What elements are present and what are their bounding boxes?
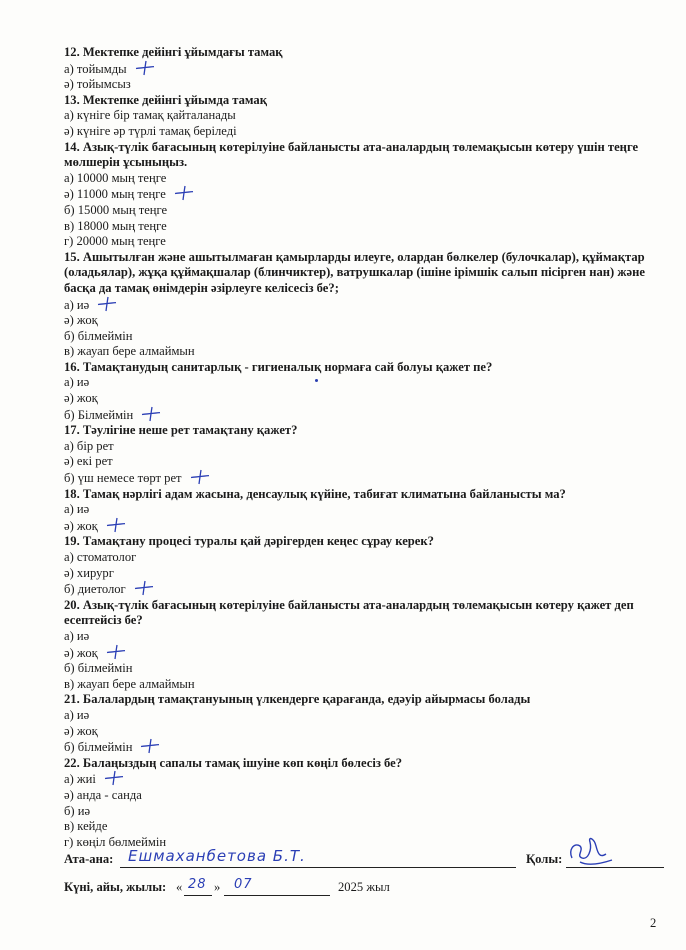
handwritten-plus-mark-icon: [134, 581, 154, 595]
answer-option-text: ә) анда - санда: [64, 787, 142, 802]
answer-option: [64, 739, 668, 756]
handwritten-plus-mark-icon: [97, 297, 117, 311]
answer-option-text: ә) тойымсыз: [64, 77, 131, 92]
question-text: 17. Тәулігіне неше рет тамақтану қажет?: [64, 423, 298, 438]
handwritten-plus-mark-icon: [141, 407, 161, 421]
answer-option-text: ә) жоқ: [64, 313, 98, 328]
answer-option-text: ә) күнігe әр түрлі тамақ беріледі: [64, 123, 237, 138]
handwritten-plus-mark-icon: [190, 470, 210, 484]
parent-name-handwriting: Ешмаханбетова Б.Т.: [128, 847, 306, 865]
answer-option-text: ә) екі рет: [64, 454, 113, 469]
answer-option: [64, 329, 668, 345]
answer-option: [64, 439, 668, 455]
answer-option: [64, 313, 668, 329]
answer-option-text: а) 10000 мың теңге: [64, 170, 167, 185]
answer-option-text: б) үш немесе төрт рет: [64, 471, 182, 486]
answer-option: [64, 724, 668, 740]
answer-option: [64, 788, 668, 804]
answer-option-text: б) 15000 мың теңге: [64, 202, 168, 217]
answer-option-text: а) иә: [64, 297, 90, 312]
question-text: 22. Балаңыздың сапалы тамақ ішуіне көп көңіл бөлесіз бе?: [64, 755, 403, 770]
question-list: [64, 45, 668, 850]
answer-option-text: а) иә: [64, 375, 90, 390]
answer-option-text: б) диетолог: [64, 582, 126, 597]
answer-option: [64, 708, 668, 724]
answer-option: [64, 771, 668, 788]
answer-option: [64, 819, 668, 835]
answer-option: [64, 297, 668, 314]
answer-option-text: в) кейде: [64, 819, 108, 834]
answer-option-text: ә) жоқ: [64, 645, 98, 660]
answer-option-text: ә) жоқ: [64, 723, 98, 738]
signature-label: Қолы:: [526, 852, 563, 866]
answer-option-text: ә) жоқ: [64, 518, 98, 533]
answer-option: [64, 518, 668, 535]
day-handwriting: 28: [188, 877, 207, 892]
parent-name-underline: [120, 867, 516, 868]
answer-option: [64, 550, 668, 566]
answer-option-text: а) иә: [64, 707, 90, 722]
answer-option: [64, 677, 668, 693]
answer-option-text: ә) 11000 мың теңге: [64, 187, 166, 202]
date-close-quote: »: [214, 880, 221, 894]
month-underline: [224, 895, 330, 896]
question-text: 21. Балалардың тамақтануының үлкендерге қарағанда, едәуір айырмасы болады: [64, 692, 531, 707]
question-text: 19. Тамақтану процесі туралы қай дәрігерден кеңес сұрау керек?: [64, 534, 434, 549]
answer-option-text: б) білмеймін: [64, 661, 133, 676]
answer-option-text: г) көңіл бөлмеймін: [64, 834, 167, 849]
question-text: 14. Азық-түлік бағасының көтерілуіне байланысты ата-аналардың төлемақысын көтеру үшін теңге мөлшерін ұсыныңыз.: [64, 139, 639, 170]
answer-option: [64, 804, 668, 820]
answer-option-text: в) жауап бере алмаймын: [64, 344, 195, 359]
question-text: 13. Мектепке дейінгі ұйымда тамақ: [64, 92, 267, 107]
answer-option: [64, 219, 668, 235]
answer-option: [64, 77, 668, 93]
date-line: [64, 877, 674, 895]
answer-option-text: а) тойымды: [64, 61, 127, 76]
answer-option: [64, 407, 668, 424]
handwritten-plus-mark-icon: [174, 186, 194, 200]
handwritten-plus-mark-icon: [135, 61, 155, 75]
date-open-quote: «: [176, 880, 183, 894]
answer-option: [64, 171, 668, 187]
answer-option-text: б) білмеймін: [64, 740, 133, 755]
handwritten-plus-mark-icon: [140, 739, 160, 753]
answer-option-text: ә) хирург: [64, 565, 114, 580]
answer-option: [64, 454, 668, 470]
answer-option-text: а) бір рет: [64, 438, 114, 453]
answer-option-text: г) 20000 мың теңге: [64, 234, 166, 249]
answer-option-text: б) білмеймін: [64, 328, 133, 343]
answer-option: [64, 502, 668, 518]
day-underline: [184, 895, 212, 896]
question-text: 20. Азық-түлік бағасының көтерілуіне байланысты ата-аналардың төлемақысын көтеру қажет деп есептейсіз бе?: [64, 597, 634, 628]
answer-option: [64, 645, 668, 662]
handwritten-plus-mark-icon: [106, 645, 126, 659]
question-text: 12. Мектепке дейінгі ұйымдағы тамақ: [64, 45, 283, 59]
answer-option-text: а) иә: [64, 628, 90, 643]
parent-label: Ата-ана:: [64, 852, 114, 866]
answer-option: [64, 629, 668, 645]
answer-option-text: в) жауап бере алмаймын: [64, 676, 195, 691]
answer-option: [64, 661, 668, 677]
parent-line: [64, 847, 674, 867]
answer-option-text: а) жиі: [64, 772, 96, 787]
answer-option-text: б) Білмеймін: [64, 407, 134, 422]
date-label: Күні, айы, жылы:: [64, 880, 167, 894]
answer-option-text: а) стоматолог: [64, 550, 137, 564]
answer-option: [64, 61, 668, 78]
ink-dot: [315, 379, 318, 382]
handwritten-plus-mark-icon: [106, 518, 126, 532]
answer-option-text: а) иә: [64, 502, 90, 517]
answer-option: [64, 124, 668, 140]
question-text: 18. Тамақ нәрлігі адам жасына, денсаулық күйіне, табиғат климатына байланысты ма?: [64, 486, 566, 501]
answer-option: [64, 375, 668, 391]
answer-option: [64, 344, 668, 360]
answer-option: [64, 203, 668, 219]
answer-option: [64, 566, 668, 582]
month-handwriting: 07: [234, 877, 253, 892]
page-number: 2: [650, 916, 657, 930]
answer-option: [64, 186, 668, 203]
answer-option-text: в) 18000 мың теңге: [64, 218, 167, 233]
answer-option-text: б) иә: [64, 803, 91, 818]
answer-option: [64, 470, 668, 487]
answer-option-text: а) күнігe бір тамақ қайталанады: [64, 108, 236, 123]
answer-option: [64, 391, 668, 407]
question-text: 15. Ашытылған және ашытылмаған қамырларды илеуге, олардан бөлкелер (булочкалар), құймақтар (оладьялар), жұқа құймақшалар (блинчиктер), ватрушкалар (ішіне ірімшік салып пісірген нан) және басқа да тамақ өнімдерін әзірлеуге келісесіз бе?;: [64, 249, 645, 295]
answer-option: [64, 581, 668, 598]
answer-option: [64, 234, 668, 250]
answer-option-text: ә) жоқ: [64, 391, 98, 406]
question-text: 16. Тамақтанудың санитарлық - гигиеналық нормаға сай болуы қажет пе?: [64, 359, 493, 374]
signature-scribble: [566, 836, 616, 870]
year-text: 2025 жыл: [338, 880, 390, 894]
handwritten-plus-mark-icon: [104, 771, 124, 785]
answer-option: [64, 108, 668, 124]
